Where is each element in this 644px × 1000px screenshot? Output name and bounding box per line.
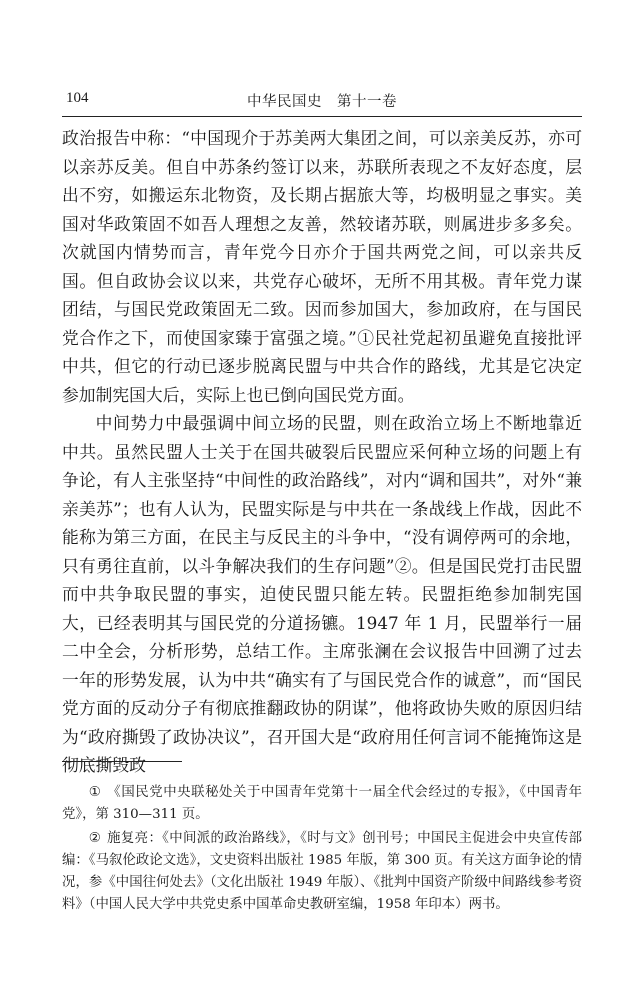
running-title: 中华民国史 第十一卷 — [247, 94, 397, 110]
footnote-mark: ② — [88, 831, 102, 846]
page-number: 104 — [66, 90, 89, 106]
footnote-divider — [62, 761, 182, 762]
body-text — [62, 124, 582, 780]
footnote-mark: ① — [88, 785, 102, 800]
footnote — [62, 782, 582, 826]
page-header — [62, 90, 582, 117]
footnote-text: 《国民党中央联秘处关于中国青年党第十一届全代会经过的专报》，《中国青年党》，第 310—311 页。 — [62, 785, 582, 822]
paragraph: 中间势力中最强调中间立场的民盟，则在政治立场上不断地靠近中共。虽然民盟人士关于在国共破裂后民盟应采何种立场的问题上有争论，有人主张坚持“中间性的政治路线”，对内“调和国共”，对外“兼亲美苏”；也有人认为，民盟实际是与中共在一条战线上作战，因此不能称为第三方面，在民主与反民主的斗争中，“没有调停两可的余地，只有勇往直前，以斗争解决我们的生存问题”②。但是国民党打击民盟而中共争取民盟的事实，迫使民盟只能左转。民盟拒绝参加制宪国大，已经表明其与国民党的分道扬镳。1947 年 1 月，民盟举行一届二中全会，分析形势，总结工作。主席张澜在会议报告中回溯了过去一年的形势发展，认为中共“确实有了与国民党合作的诚意”，而“国民党方面的反动分子有彻底推翻政协的阴谋”，他将政协失败的原因归结为“政府撕毁了政协决议”，召开国大是“政府用任何言词不能掩饰这是彻底撕毁政 — [62, 413, 582, 775]
footnotes — [62, 782, 582, 918]
footnote-text: 施复亮：《中间派的政治路线》，《时与文》创刊号；中国民主促进会中央宣传部编：《马叙伦政论文选》，文史资料出版社 1985 年版，第 300 页。有关这方面争论的情况，参《中国往何处去》（文化出版社 1949 年版）、《批判中国资产阶级中间路线参考资料》（中国人民大学中共党史系中国革命史教研室编，1958 年印本）两书。 — [62, 831, 582, 912]
footnote — [62, 828, 582, 916]
paragraph: 政治报告中称：“中国现介于苏美两大集团之间，可以亲美反苏，亦可以亲苏反美。但自中苏条约签订以来，苏联所表现之不友好态度，层出不穷，如搬运东北物资，及长期占据旅大等，均极明显之事实。美国对华政策固不如吾人理想之友善，然较诸苏联，则属进步多多矣。次就国内情势而言，青年党今日亦介于国共两党之间，可以亲共反国。但自政协会议以来，共党存心破坏，无所不用其极。青年党力谋团结，与国民党政策固无二致。因而参加国大，参加政府，在与国民党合作之下，而使国家臻于富强之境。”①民社党起初虽避免直接批评中共，但它的行动已逐步脱离民盟与中共合作的路线，尤其是它决定参加制宪国大后，实际上也已倒向国民党方面。 — [62, 128, 582, 405]
